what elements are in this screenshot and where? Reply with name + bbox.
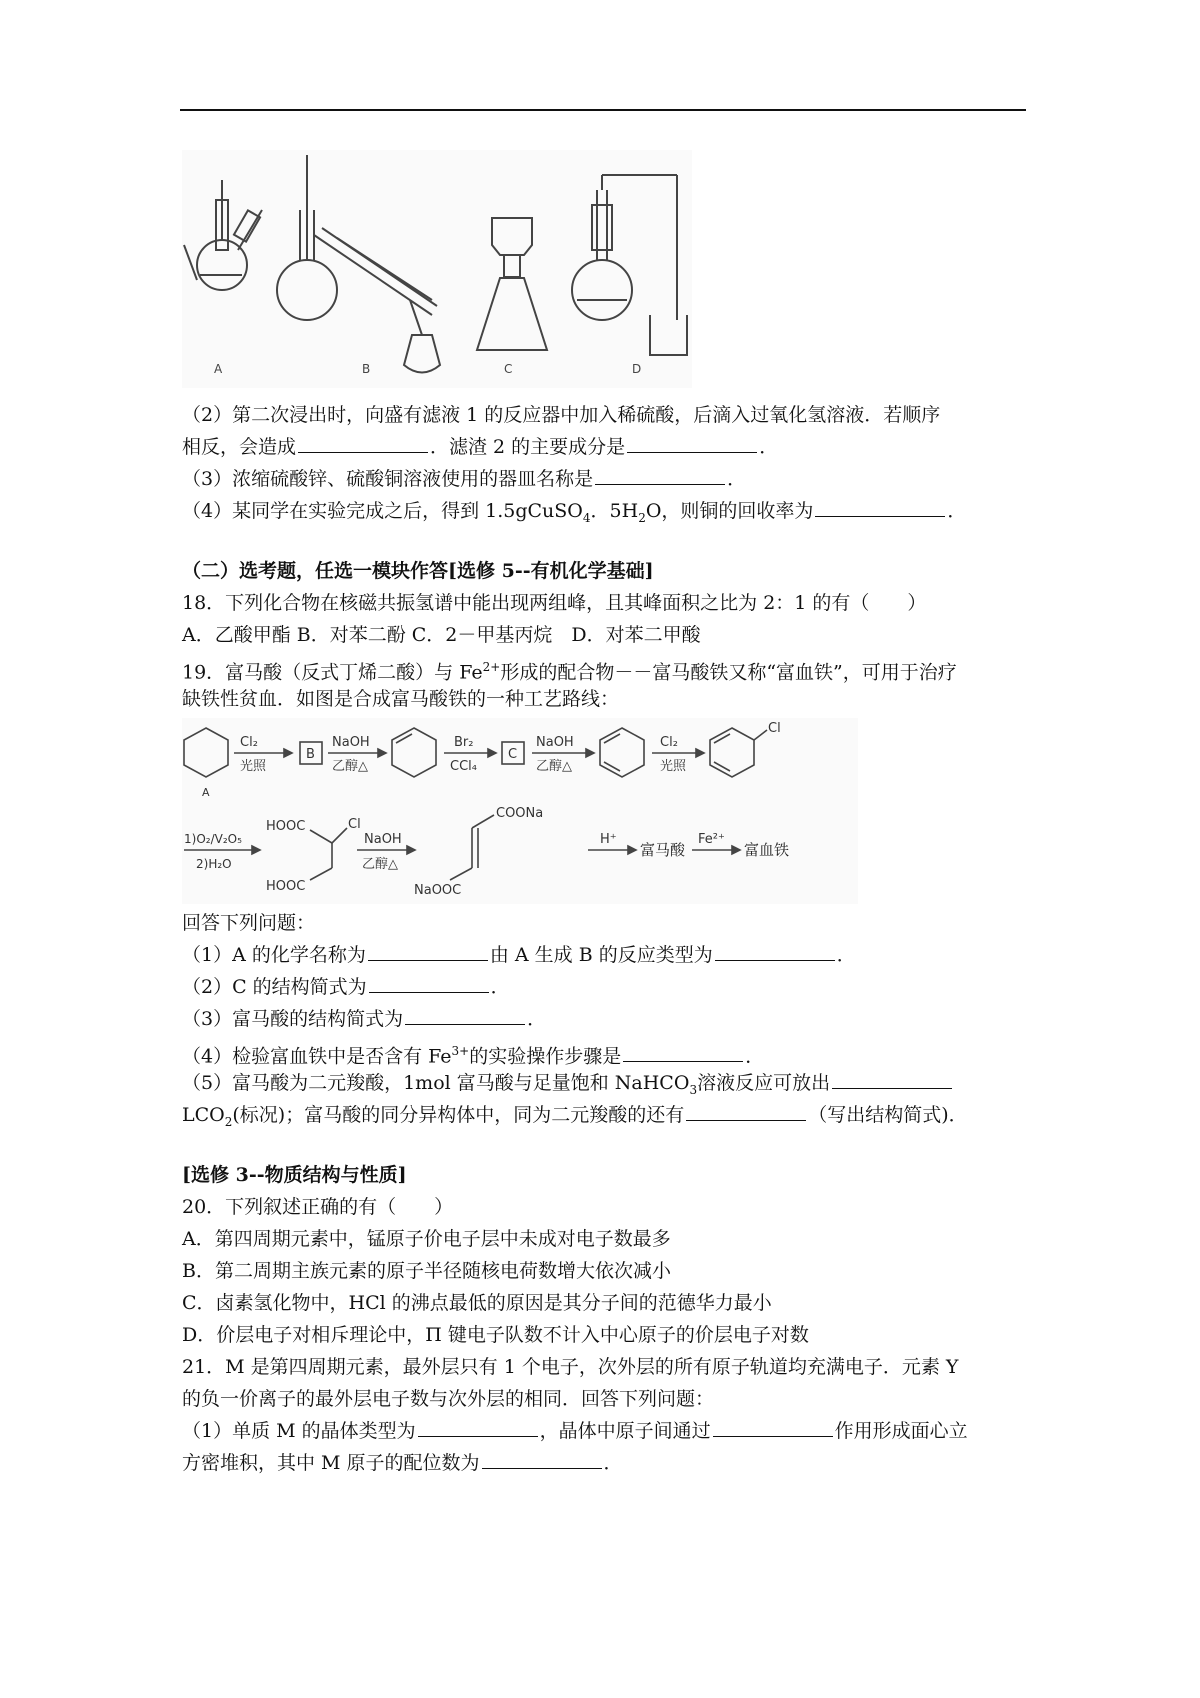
r9-top: Fe²⁺ bbox=[698, 832, 725, 847]
r6-bottom: 2)H₂O bbox=[196, 857, 232, 871]
section-2-heading: （二）选考题，任选一模块作答[选修 5--有机化学基础] bbox=[182, 560, 654, 582]
answer-blank[interactable] bbox=[815, 498, 945, 517]
coona-label: COONa bbox=[496, 806, 544, 821]
q19-part5-line1: （5）富马酸为二元羧酸，1mol 富马酸与足量饱和 NaHCO$_3$溶液反应可放出 bbox=[182, 1070, 954, 1103]
r3-top: Br₂ bbox=[454, 735, 474, 750]
answer-blank[interactable] bbox=[368, 942, 488, 961]
q18-stem: 18．下列化合物在核磁共振氢谱中能出现两组峰，且其峰面积之比为 2：1 的有（ ） bbox=[182, 592, 927, 614]
answer-blank[interactable] bbox=[627, 434, 757, 453]
answer-blank[interactable] bbox=[715, 942, 835, 961]
apparatus-figure bbox=[182, 150, 692, 388]
r5-bottom: 光照 bbox=[660, 759, 687, 774]
q17-4-line: （4）某同学在实验完成之后，得到 1.5gCuSO$_4$．$5H_2O$，则铜的回收率为 ． bbox=[182, 500, 967, 525]
q19-part4: （4）检验富血铁中是否含有 $Fe^{3+}$的实验操作步骤是 ． bbox=[182, 1044, 765, 1068]
label-d: D bbox=[632, 362, 642, 376]
naooc-label: NaOOC bbox=[414, 883, 462, 898]
compound-a-label: A bbox=[202, 786, 210, 799]
q18-options: A．乙酸甲酯 B．对苯二酚 C．2－甲基丙烷 D．对苯二甲酸 bbox=[182, 624, 701, 646]
q19-part2: （2）C 的结构简式为 ． bbox=[182, 976, 510, 998]
r1-bottom: 光照 bbox=[240, 759, 267, 774]
q21-part1-line2: 方密堆积，其中 M 原子的配位数为 ． bbox=[182, 1452, 623, 1474]
answer-blank[interactable] bbox=[418, 1418, 538, 1437]
q20-option-a: A．第四周期元素中，锰原子价电子层中未成对电子数最多 bbox=[182, 1228, 671, 1250]
header-rule bbox=[180, 109, 1026, 111]
q19-part1: （1）A 的化学名称为 由 A 生成 B 的反应类型为 ． bbox=[182, 944, 856, 966]
r3-bottom: CCl₄ bbox=[450, 759, 477, 774]
r4-top: NaOH bbox=[536, 735, 574, 750]
hooc-bottom: HOOC bbox=[266, 879, 306, 894]
r5-top: Cl₂ bbox=[660, 735, 678, 750]
label-a: A bbox=[214, 362, 223, 376]
q17-2-line1: （2）第二次浸出时，向盛有滤液 1 的反应器中加入稀硫酸，后滴入过氧化氢溶液．若顺序 bbox=[182, 404, 941, 426]
label-b: B bbox=[362, 362, 371, 376]
q17-2-line2: 相反，会造成 ．滤渣 2 的主要成分是 ． bbox=[182, 436, 779, 458]
q19-part5-line2: $LCO_2$(标况)；富马酸的同分异构体中，同为二元羧酸的还有 （写出结构简式)． bbox=[182, 1104, 968, 1129]
r8-top: H⁺ bbox=[600, 832, 617, 847]
answer-blank[interactable] bbox=[405, 1006, 525, 1025]
answer-blank[interactable] bbox=[686, 1102, 806, 1121]
answer-blank[interactable] bbox=[713, 1418, 833, 1437]
fumaric-acid-label: 富马酸 bbox=[640, 841, 686, 859]
answer-blank[interactable] bbox=[832, 1070, 952, 1089]
q20-stem: 20．下列叙述正确的有（ ） bbox=[182, 1196, 454, 1218]
q21-part1-line1: （1）单质 M 的晶体类型为 ，晶体中原子间通过 作用形成面心立 bbox=[182, 1420, 968, 1442]
answer-blank[interactable] bbox=[623, 1043, 743, 1062]
compound-c-label: C bbox=[508, 747, 518, 762]
answer-blank[interactable] bbox=[298, 434, 428, 453]
q21-stem-1: 21．M 是第四周期元素，最外层只有 1 个电子，次外层的所有原子轨道均充满电子．元素 Y bbox=[182, 1356, 959, 1378]
fuxuetie-label: 富血铁 bbox=[744, 841, 790, 859]
q21-stem-2: 的负一价离子的最外层电子数与次外层的相同．回答下列问题： bbox=[182, 1388, 715, 1410]
answer-blank[interactable] bbox=[482, 1450, 602, 1469]
q19-stem-2: 缺铁性贫血．如图是合成富马酸铁的一种工艺路线： bbox=[182, 688, 620, 710]
hooc-top: HOOC bbox=[266, 819, 306, 834]
q20-option-b: B．第二周期主族元素的原子半径随核电荷数增大依次减小 bbox=[182, 1260, 671, 1282]
r2-bottom: 乙醇△ bbox=[332, 759, 368, 774]
q19-part3: （3）富马酸的结构简式为 ． bbox=[182, 1008, 547, 1030]
answer-blank[interactable] bbox=[595, 466, 725, 485]
cl-substituent: Cl bbox=[768, 721, 781, 736]
q20-option-c: C．卤素氢化物中，HCl 的沸点最低的原因是其分子间的范德华力最小 bbox=[182, 1292, 772, 1314]
synthesis-scheme bbox=[182, 718, 858, 904]
r1-top: Cl₂ bbox=[240, 735, 258, 750]
cl-label-2: Cl bbox=[348, 817, 361, 832]
answer-blank[interactable] bbox=[369, 974, 489, 993]
r7-top: NaOH bbox=[364, 832, 402, 847]
compound-b-label: B bbox=[306, 747, 315, 762]
r7-bottom: 乙醇△ bbox=[362, 857, 398, 872]
q17-3-line: （3）浓缩硫酸锌、硫酸铜溶液使用的器皿名称是 ． bbox=[182, 468, 747, 490]
r6-top: 1)O₂/V₂O₅ bbox=[184, 832, 242, 846]
label-c: C bbox=[504, 362, 513, 376]
q19-stem-1: 19．富马酸（反式丁烯二酸）与 $Fe^{2+}$形成的配合物－－富马酸铁又称“富血铁”，可用于治疗 bbox=[182, 660, 957, 684]
q19-answer-intro: 回答下列问题： bbox=[182, 912, 316, 934]
r2-top: NaOH bbox=[332, 735, 370, 750]
q20-option-d: D．价层电子对相斥理论中，Π 键电子队数不计入中心原子的价层电子对数 bbox=[182, 1324, 809, 1346]
section-3-heading: [选修 3--物质结构与性质] bbox=[182, 1164, 407, 1186]
r4-bottom: 乙醇△ bbox=[536, 759, 572, 774]
